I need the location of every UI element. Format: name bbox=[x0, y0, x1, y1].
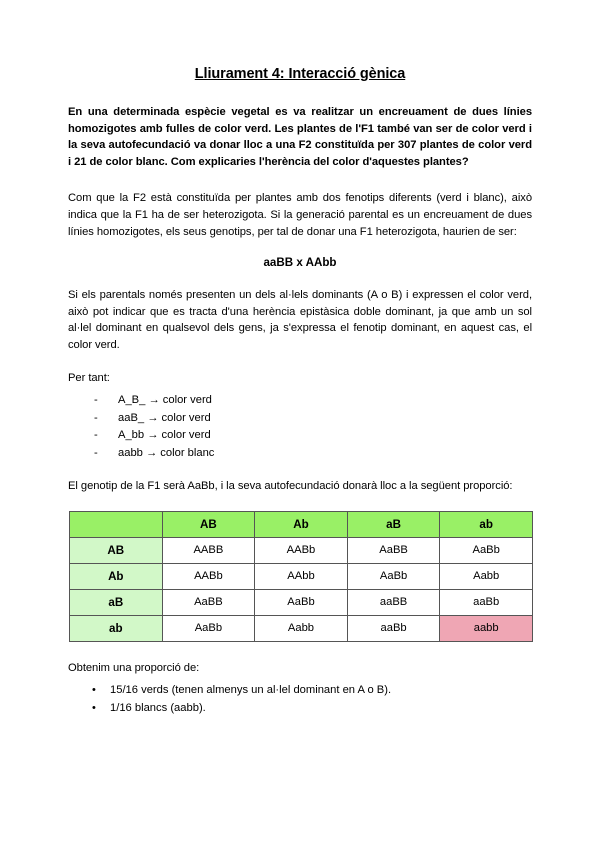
paragraph-reasoning-1: Com que la F2 està constituïda per plantes amb dos fenotips diferents (verd i blanc), això indica que la F1 ha de ser heterozigota. Si la generació parental es un encreuament de dues línies homozigotes, els seus genotips, per tal de donar una F1 heterozigota, haurien de ser: bbox=[68, 192, 532, 238]
genotype-cell: AaBb bbox=[440, 537, 533, 563]
list-item bbox=[94, 410, 532, 428]
table-corner-cell bbox=[70, 511, 163, 537]
genotype-cell: aaBb bbox=[440, 589, 533, 615]
table-header-row bbox=[70, 511, 533, 537]
column-header: Ab bbox=[255, 511, 348, 537]
list-item: • 1/16 blancs (aabb). bbox=[90, 700, 532, 718]
list-item bbox=[94, 392, 532, 410]
parental-cross-notation: aaBB x AAbb bbox=[263, 256, 337, 270]
column-header: AB bbox=[162, 511, 255, 537]
table-row bbox=[70, 563, 533, 589]
phenotype-label: color verd bbox=[161, 411, 211, 424]
proportion-label: Obtenim una proporció de: bbox=[68, 661, 200, 674]
genotype-cell: AaBB bbox=[347, 537, 440, 563]
genotype-cell: AaBb bbox=[162, 615, 255, 641]
per-tant-label: Per tant: bbox=[68, 371, 110, 384]
genotype-label: aaB_ bbox=[118, 411, 145, 424]
genotype-cell-highlighted: aabb bbox=[440, 615, 533, 641]
column-header: ab bbox=[440, 511, 533, 537]
punnett-square-table bbox=[69, 511, 533, 642]
genotype-cell: AaBb bbox=[347, 563, 440, 589]
column-header: aB bbox=[347, 511, 440, 537]
proportion-list bbox=[68, 682, 532, 717]
list-item bbox=[94, 427, 532, 445]
phenotype-label: color blanc bbox=[160, 446, 215, 459]
genotype-label: A_bb bbox=[118, 429, 145, 442]
paragraph-reasoning-2: Si els parentals només presenten un dels al·lels dominants (A o B) i expressen el color verd, això pot indicar que es tracta d'una herència epistàsica doble dominant, ja que amb un sol al·lel dominant en qualsevol dels gens, ja s'expressa el fenotip dominant, en aquest cas, el color verd. bbox=[68, 289, 532, 351]
genotype-cell: AaBb bbox=[255, 589, 348, 615]
arrow-icon: → bbox=[147, 411, 159, 424]
genotype-cell: AaBB bbox=[162, 589, 255, 615]
phenotype-label: color verd bbox=[161, 429, 211, 442]
list-item: • 15/16 verds (tenen almenys un al·lel dominant en A o B). bbox=[90, 682, 532, 700]
problem-statement: En una determinada espècie vegetal es va realitzar un encreuament de dues línies homozigotes amb fulles de color verd. Les plantes de l'F1 també van ser de color verd i la seva autofecundació va donar lloc a una F2 constituïda per 307 plantes de color verd i 21 de color blanc. Com explicaries l'herència del color d'aquestes plantes? bbox=[68, 106, 532, 168]
genotype-cell: AABb bbox=[162, 563, 255, 589]
genotype-cell: AAbb bbox=[255, 563, 348, 589]
genotype-cell: Aabb bbox=[440, 563, 533, 589]
genotype-cell: aaBb bbox=[347, 615, 440, 641]
arrow-icon: → bbox=[148, 394, 160, 407]
arrow-icon: → bbox=[147, 429, 159, 442]
row-header: AB bbox=[70, 537, 163, 563]
paragraph-reasoning-3: El genotip de la F1 serà AaBb, i la seva autofecundació donarà lloc a la següent proporció: bbox=[68, 480, 513, 493]
table-row bbox=[70, 589, 533, 615]
genotype-label: A_B_ bbox=[118, 394, 146, 407]
table-row bbox=[70, 615, 533, 641]
list-item bbox=[94, 445, 532, 463]
genotype-cell: AABB bbox=[162, 537, 255, 563]
arrow-icon: → bbox=[146, 446, 158, 459]
phenotype-label: color verd bbox=[162, 394, 212, 407]
table-row bbox=[70, 537, 533, 563]
row-header: aB bbox=[70, 589, 163, 615]
genotype-cell: AABb bbox=[255, 537, 348, 563]
row-header: ab bbox=[70, 615, 163, 641]
genotype-cell: Aabb bbox=[255, 615, 348, 641]
genotype-cell: aaBB bbox=[347, 589, 440, 615]
genotype-label: aabb bbox=[118, 446, 143, 459]
row-header: Ab bbox=[70, 563, 163, 589]
genotype-phenotype-list bbox=[68, 392, 532, 462]
page-title: Lliurament 4: Interacció gènica bbox=[194, 66, 406, 82]
